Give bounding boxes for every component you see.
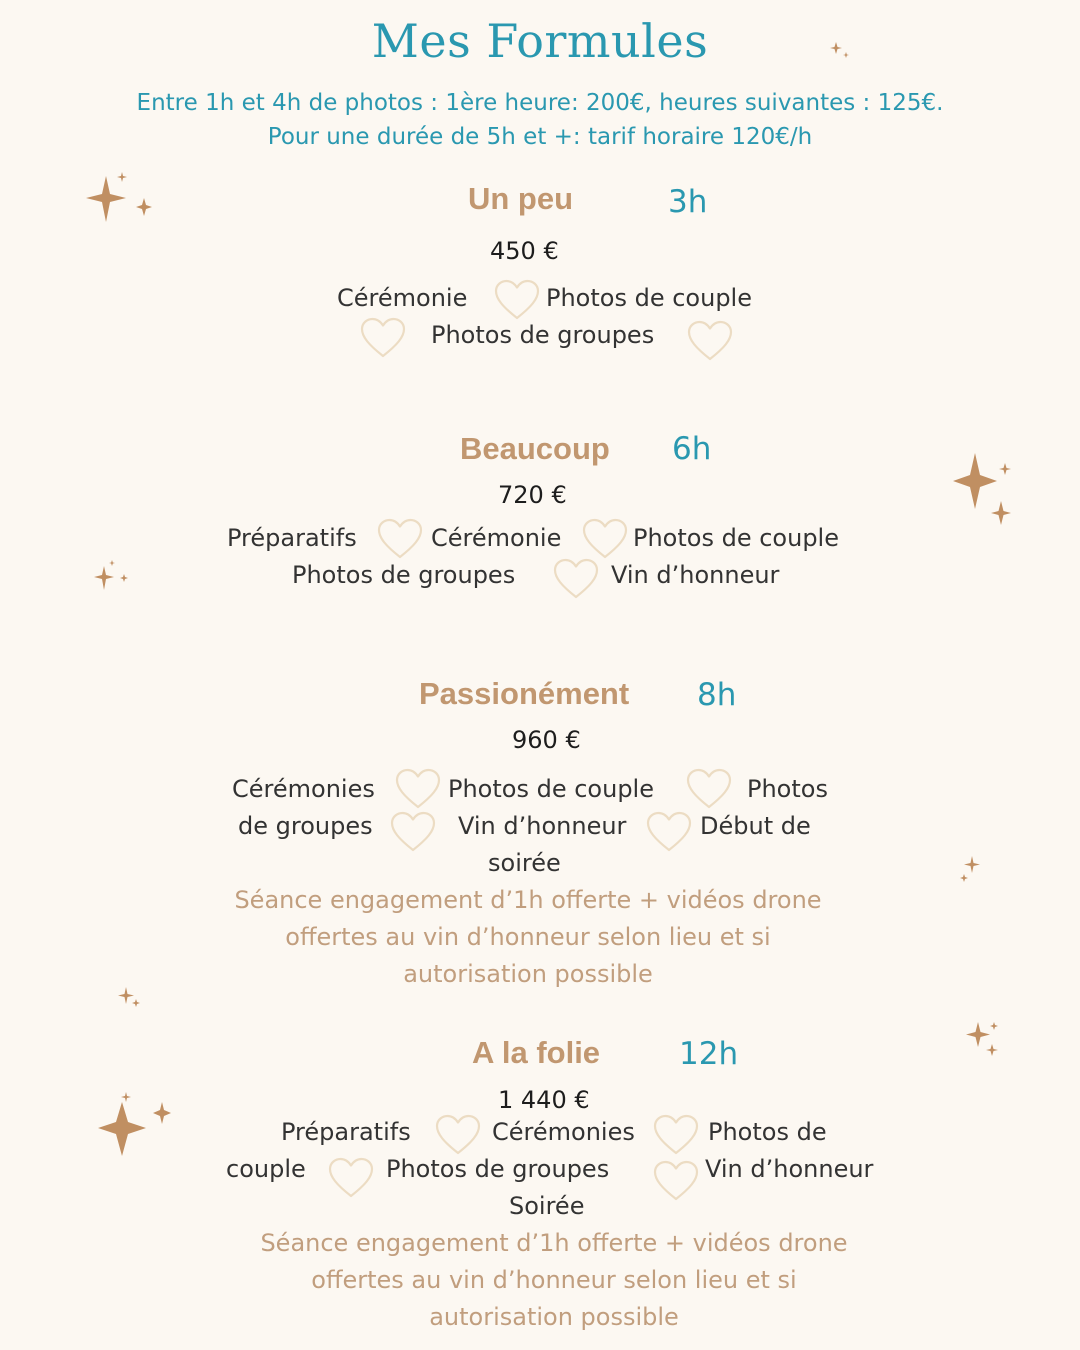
intro-line-2: Pour une durée de 5h et +: tarif horaire 120€/h (267, 124, 813, 150)
formula-price: 720 € (498, 481, 567, 509)
formula-item: soirée (488, 849, 561, 877)
page-title: Mes Formules (371, 14, 709, 68)
formula-item: Vin d’honneur (458, 812, 627, 840)
formula-item: Cérémonies (232, 775, 375, 803)
formula-price: 450 € (490, 237, 559, 265)
heart-outline-icon (360, 317, 406, 359)
formula-item: couple (226, 1155, 306, 1183)
heart-outline-icon (686, 768, 732, 810)
formula-item: Photos de groupes (431, 321, 655, 349)
sparkle-icon (960, 1016, 1004, 1062)
formula-note-line: Séance engagement d’1h offerte + vidéos drone (260, 1229, 848, 1257)
formula-item: de groupes (238, 812, 373, 840)
formula-item: Vin d’honneur (705, 1155, 874, 1183)
formula-item: Début de (700, 812, 811, 840)
formula-note-line: offertes au vin d’honneur selon lieu et si (311, 1266, 797, 1294)
formula-duration: 12h (679, 1036, 739, 1072)
formula-item: Vin d’honneur (611, 561, 780, 589)
formula-price: 960 € (512, 726, 581, 754)
formula-item: Photos de (708, 1118, 827, 1146)
sparkle-icon (826, 38, 854, 64)
formula-name: Passionément (419, 676, 630, 711)
formula-duration: 6h (672, 431, 712, 467)
sparkle-icon (113, 983, 147, 1017)
formula-item: Préparatifs (281, 1118, 411, 1146)
heart-outline-icon (395, 768, 441, 810)
intro-line-1: Entre 1h et 4h de photos : 1ère heure: 200€, heures suivantes : 125€. (136, 90, 944, 116)
formula-item: Cérémonie (431, 524, 562, 552)
heart-outline-icon (582, 518, 628, 560)
formula-name: Un peu (468, 181, 574, 216)
heart-outline-icon (390, 811, 436, 853)
formula-note-line: autorisation possible (403, 960, 653, 988)
sparkle-icon (955, 852, 989, 886)
heart-outline-icon (435, 1114, 481, 1156)
sparkle-icon (80, 170, 160, 230)
formula-duration: 3h (668, 184, 708, 220)
formula-item: Photos de couple (633, 524, 839, 552)
formula-item: Préparatifs (227, 524, 357, 552)
formula-note-line: offertes au vin d’honneur selon lieu et si (285, 923, 771, 951)
formula-item: Photos de couple (448, 775, 654, 803)
heart-outline-icon (553, 558, 599, 600)
heart-outline-icon (328, 1157, 374, 1199)
heart-outline-icon (377, 518, 423, 560)
formula-item: Photos (747, 775, 828, 803)
sparkle-icon (86, 558, 136, 598)
sparkle-icon (935, 445, 1025, 530)
sparkle-icon (90, 1088, 180, 1163)
heart-outline-icon (653, 1160, 699, 1202)
formula-price: 1 440 € (498, 1086, 590, 1114)
formula-note-line: Séance engagement d’1h offerte + vidéos drone (234, 886, 822, 914)
formula-name: A la folie (472, 1035, 601, 1070)
formula-item: Soirée (509, 1192, 585, 1220)
formula-item: Photos de groupes (292, 561, 516, 589)
formula-note-line: autorisation possible (429, 1303, 679, 1331)
formula-item: Photos de groupes (386, 1155, 610, 1183)
formula-name: Beaucoup (460, 431, 610, 466)
heart-outline-icon (687, 320, 733, 362)
heart-outline-icon (494, 279, 540, 321)
formula-item: Photos de couple (546, 284, 752, 312)
heart-outline-icon (646, 811, 692, 853)
heart-outline-icon (653, 1114, 699, 1156)
formula-duration: 8h (697, 677, 737, 713)
formula-item: Cérémonies (492, 1118, 635, 1146)
formula-item: Cérémonie (337, 284, 468, 312)
